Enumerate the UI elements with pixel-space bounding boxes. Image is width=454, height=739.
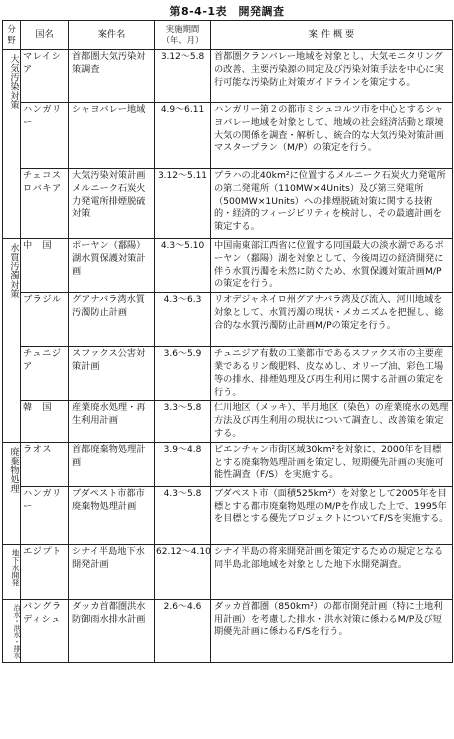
country-cell: チェコスロバキア xyxy=(21,169,69,239)
country-cell: 韓 国 xyxy=(21,401,69,442)
country-cell: ブラジル xyxy=(21,293,69,347)
table-row xyxy=(3,599,453,662)
table-row xyxy=(3,401,453,442)
table-row xyxy=(3,347,453,401)
period-cell: 3.9～4.8 xyxy=(155,442,211,486)
period-cell: 4.9～6.11 xyxy=(155,103,211,169)
header-project: 案件名 xyxy=(69,21,155,50)
project-name-cell: ダッカ首都圏洪水防御雨水排水計画 xyxy=(69,599,155,662)
table-row xyxy=(3,486,453,544)
summary-cell: 首都圏クランバレー地域を対象とし、大気モニタリングの改善、主要汚染源の同定及び汚染対策手法を中心に実行可能な汚染防止対策ガイドラインを策定する。 xyxy=(211,50,453,103)
country-cell: ハンガリー xyxy=(21,103,69,169)
project-name-cell: グアナバラ湾水質汚濁防止計画 xyxy=(69,293,155,347)
field-waste: 廃棄物処理 xyxy=(3,442,21,544)
summary-cell: チュニジア有数の工業都市であるスファクス市の主要産業であるリン酸肥料、皮なめし、オリーブ油、彩色工場等の排水、排煙処理及び再生利用に関する計画の策定を行う。 xyxy=(211,347,453,401)
country-cell: ラオス xyxy=(21,442,69,486)
period-cell: 3.12～5.11 xyxy=(155,169,211,239)
table-row xyxy=(3,293,453,347)
project-name-cell: 産業廃水処理・再生利用計画 xyxy=(69,401,155,442)
table-row xyxy=(3,50,453,103)
header-field: 分野 xyxy=(3,21,21,50)
project-name-cell: ポーヤン（鄱陽）湖水質保護対策計画 xyxy=(69,239,155,293)
project-name-cell: 首都圏大気汚染対策調査 xyxy=(69,50,155,103)
table-row xyxy=(3,103,453,169)
summary-cell: ダッカ首都圏（850km²）の都市開発計画（特に土地利用計画）を考慮した排水・洪水対策に係わるM/P及び短期優先計画に係わるF/Sを行う。 xyxy=(211,599,453,662)
country-cell: ハンガリー xyxy=(21,486,69,544)
header-row xyxy=(3,21,453,50)
project-name-cell: 大気汚染対策計画 メルニーク石炭火力発電所排煙脱硫対策 xyxy=(69,169,155,239)
country-cell: 中 国 xyxy=(21,239,69,293)
summary-cell: プラハの北40km²に位置するメルニーク石炭火力発電所の第二発電所（110MW×4Units）及び第三発電所（500MW×1Units）への排煙脱硫対策に関する技術的・経済的フィージビリティを検討し、その最適計画を策定する。 xyxy=(211,169,453,239)
header-summary: 案 件 概 要 xyxy=(211,21,453,50)
period-cell: 4.3～5.8 xyxy=(155,486,211,544)
period-cell: 3.6～5.9 xyxy=(155,347,211,401)
table-row xyxy=(3,169,453,239)
development-survey-table-wrapper xyxy=(2,20,452,663)
field-air-pollution: 大気汚染対策 xyxy=(3,50,21,239)
field-water-pollution: 水質汚濁対策 xyxy=(3,239,21,443)
period-cell: 4.3～6.3 xyxy=(155,293,211,347)
header-country: 国名 xyxy=(21,21,69,50)
project-name-cell: 首都廃棄物処理計画 xyxy=(69,442,155,486)
summary-cell: シナイ半島の将来開発計画を策定するための規定となる同半島北部地域を対象とした地下水開発調査。 xyxy=(211,544,453,599)
table-title: 第8-4-1表 開発調査 xyxy=(169,5,285,18)
table-row xyxy=(3,239,453,293)
summary-cell: 中国南東部江西省に位置する同国最大の淡水湖であるポーヤン（鄱陽）湖を対象として、今後周辺の経済開発に伴う水質汚濁を未然に防ぐため、水質保護対策計画M/Pの策定を行う。 xyxy=(211,239,453,293)
summary-cell: リオデジャネイロ州グアナバラ湾及び流入、河川地域を対象として、水質汚濁の現状・メカニズムを把握し、総合的な水質汚濁防止計画M/Pの策定を行う。 xyxy=(211,293,453,347)
summary-cell: ビエンチャン市街区域30km²を対象に、2000年を目標とする廃棄物処理計画を策定し、短期優先計画の実施可能性調査（F/S）を実施する。 xyxy=(211,442,453,486)
field-groundwater: 地下水開発 xyxy=(3,544,21,599)
project-name-cell: シャヨバレー地域 xyxy=(69,103,155,169)
period-cell: 2.6～4.6 xyxy=(155,599,211,662)
country-cell: チュニジア xyxy=(21,347,69,401)
project-name-cell: スファクス公害対策計画 xyxy=(69,347,155,401)
country-cell: バングラディシュ xyxy=(21,599,69,662)
period-cell: 4.3～5.10 xyxy=(155,239,211,293)
summary-cell: 仁川地区（メッキ）、半月地区（染色）の産業廃水の処理方法及び再生利用の現状について調査し、改善策を策定する。 xyxy=(211,401,453,442)
header-period: 実施期間 （年、月） xyxy=(155,21,211,50)
table-row xyxy=(3,442,453,486)
summary-cell: ブダペスト市（面積525km²）を対象として2005年を目標とする都市廃棄物処理のM/Pを作成した上で、1995年を目標とする優先プロジェクトについてF/Sを実施する。 xyxy=(211,486,453,544)
period-cell: 3.3～5.8 xyxy=(155,401,211,442)
period-cell: 3.12～5.8 xyxy=(155,50,211,103)
field-flood-control: 治水・洪水・排水 xyxy=(3,599,21,662)
project-name-cell: ブダペスト市都市廃棄物処理計画 xyxy=(69,486,155,544)
period-cell: 62.12～4.10 xyxy=(155,544,211,599)
development-survey-table xyxy=(2,20,453,663)
country-cell: マレイシア xyxy=(21,50,69,103)
country-cell: エジプト xyxy=(21,544,69,599)
summary-cell: ハンガリー第２の都市ミシュコルツ市を中心とするシャヨバレー地域を対象として、地域の社会経済活動と環境大気の関係を調査・解析し、統合的な大気汚染対策計画マスタープラン（M/P）の策定を行う。 xyxy=(211,103,453,169)
table-row xyxy=(3,544,453,599)
project-name-cell: シナイ半島地下水開発計画 xyxy=(69,544,155,599)
